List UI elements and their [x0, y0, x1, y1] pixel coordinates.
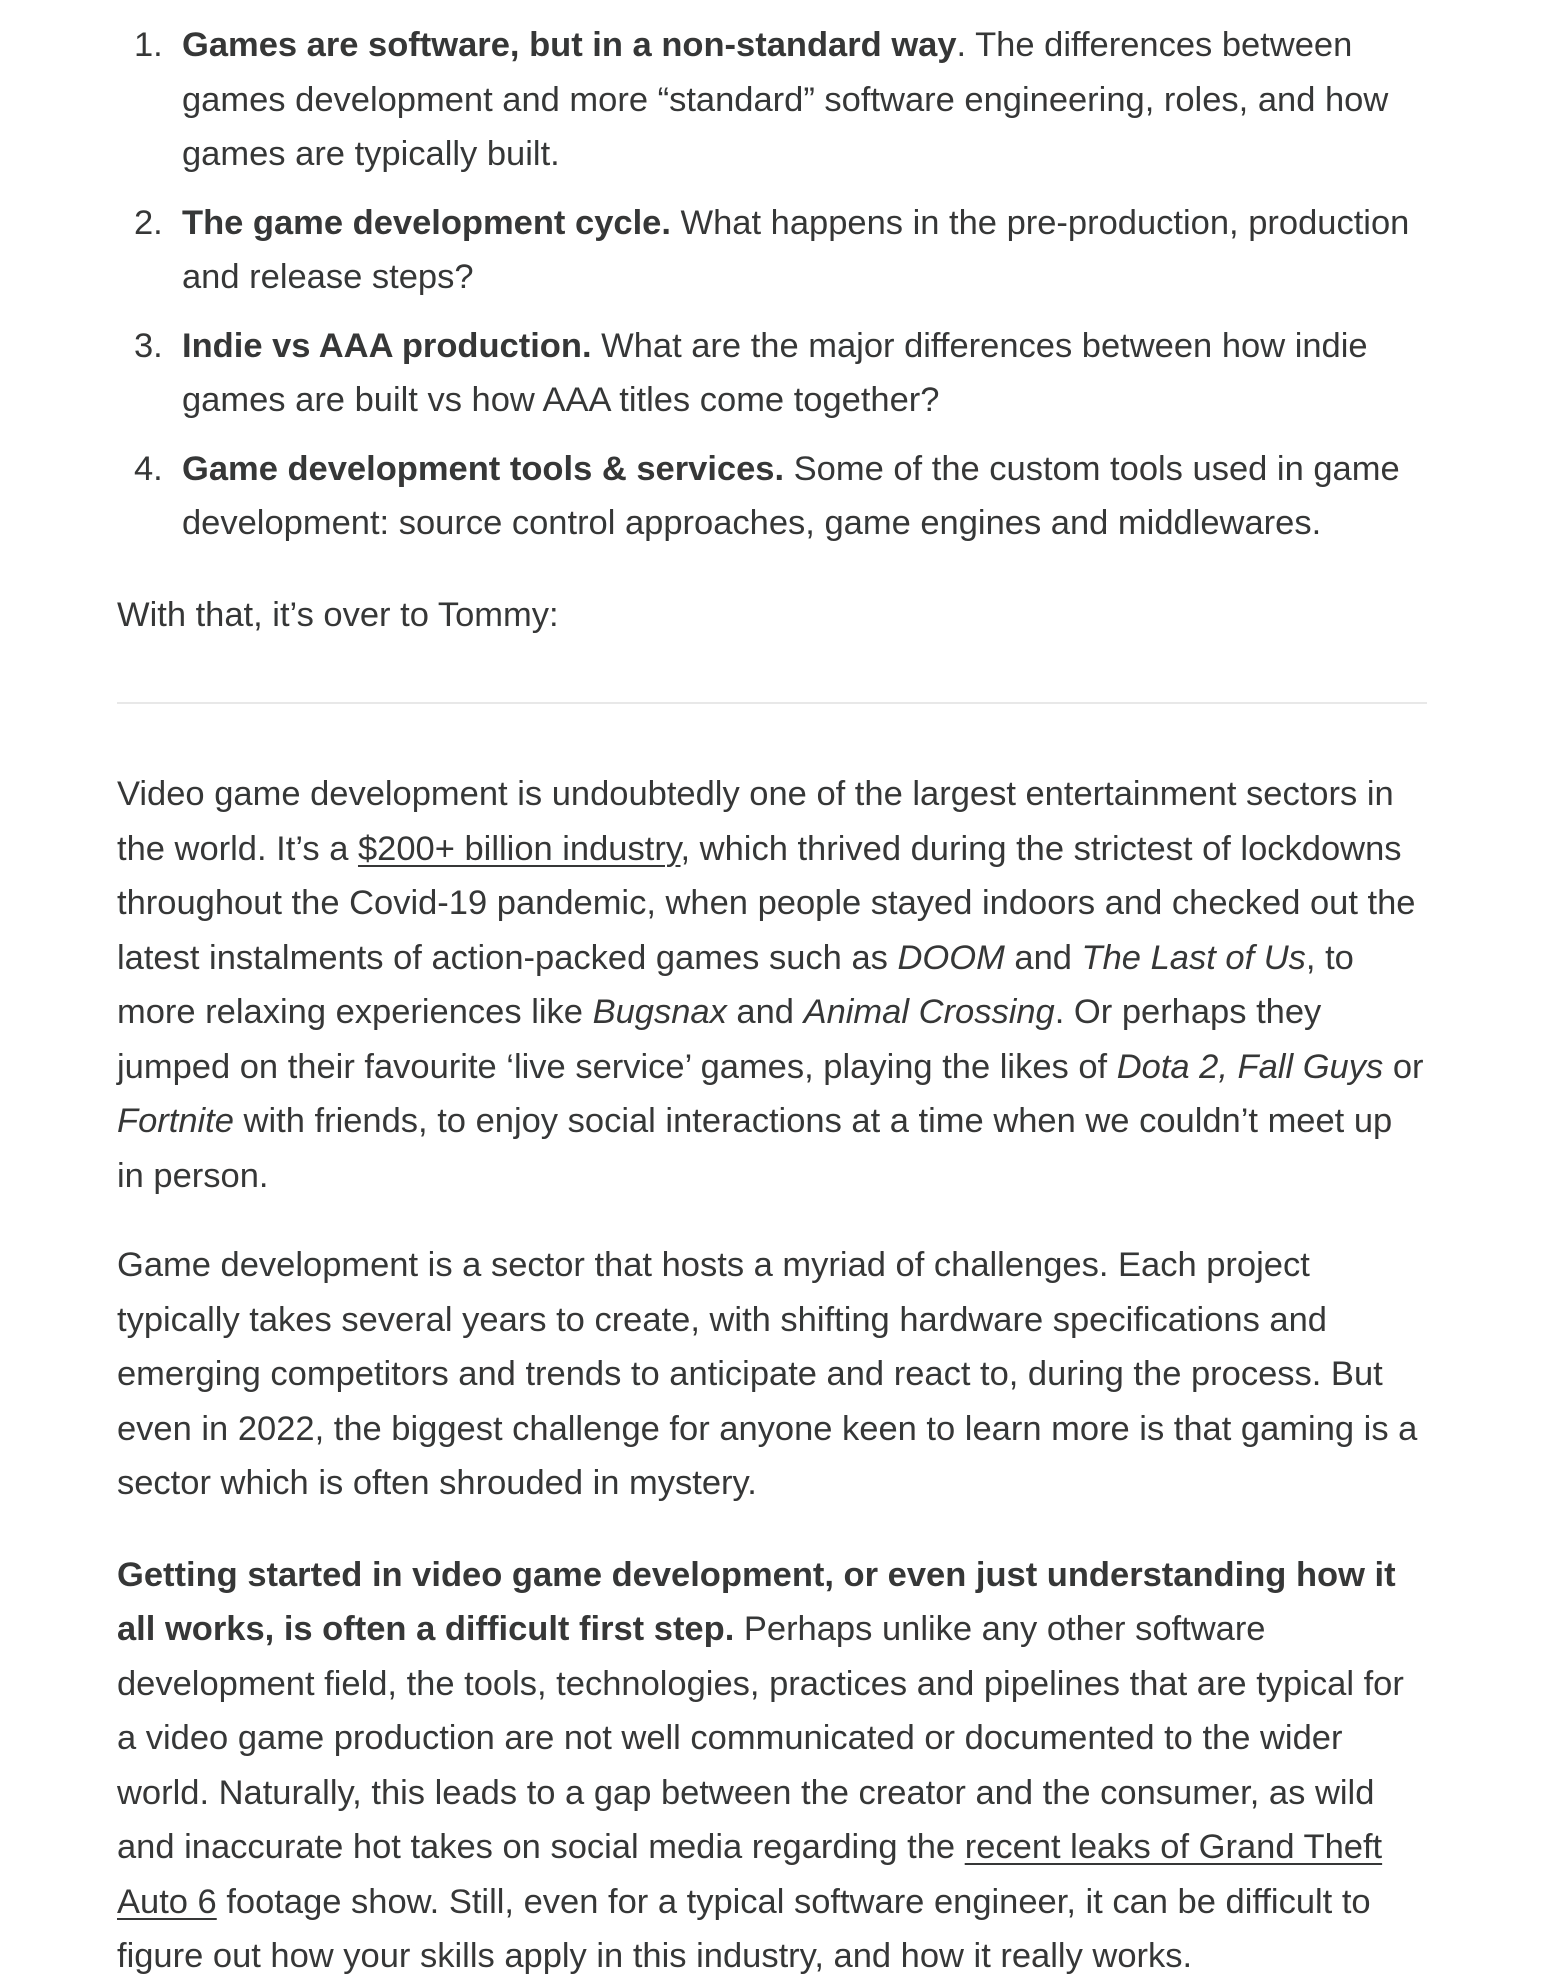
paragraph-text: . Or perhaps they jumped on their favourite ‘live service’ games, playing the likes of [117, 993, 1322, 1086]
list-item-text: What are the major differences between how indie games are built vs how AAA titles come together? [182, 326, 1368, 419]
list-number: 2. [134, 203, 163, 242]
list-item [134, 196, 1427, 305]
list-item-text: What happens in the pre-production, production and release steps? [182, 203, 1410, 296]
list-item-text: Some of the custom tools used in game development: source control approaches, game engines and middlewares. [182, 449, 1400, 542]
getting-started-paragraph [117, 1548, 1427, 1984]
paragraph-text: footage show. Still, even for a typical software engineer, it can be difficult to figure out how your skills apply in this industry, and how it really works. [117, 1882, 1371, 1975]
game-title-dota-fall-guys: Dota 2, Fall Guys [1116, 1047, 1384, 1086]
paragraph-bold-lead: Getting started in video game development, or even just understanding how it all works, is often a difficult first step. [117, 1555, 1396, 1648]
paragraph-text: and [1004, 938, 1082, 977]
section-divider [117, 702, 1427, 704]
intro-paragraph [117, 767, 1427, 1203]
list-number: 4. [134, 449, 163, 488]
summary-list [117, 18, 1427, 551]
paragraph-text: , to more relaxing experiences like [117, 938, 1354, 1031]
paragraph-text: , which thrived during the strictest of lockdowns throughout the Covid-19 pandemic, when people stayed indoors and checked out the latest instalments of action-packed games such as [117, 829, 1416, 977]
list-item [134, 319, 1427, 428]
list-item-text: . The differences between games development and more “standard” software engineering, roles, and how games are typically built. [182, 26, 1389, 173]
list-number: 1. [134, 26, 163, 64]
paragraph-text: with friends, to enjoy social interactions at a time when we couldn’t meet up in person. [117, 1102, 1393, 1195]
list-number: 3. [134, 326, 163, 365]
game-title-last-of-us: The Last of Us [1081, 938, 1306, 977]
gta6-leaks-link[interactable]: recent leaks of Grand Theft Auto 6 [117, 1828, 1383, 1921]
challenges-paragraph: Game development is a sector that hosts a myriad of challenges. Each project typically takes several years to create, with shifting hardware specifications and emerging competitors and trends to anticipate and react to, during the process. But even in 2022, the biggest challenge for anyone keen to learn more is that gaming is a sector which is often shrouded in mystery. [117, 1246, 1418, 1502]
game-title-doom: DOOM [897, 938, 1005, 977]
game-title-bugsnax: Bugsnax [592, 993, 727, 1031]
list-item-title: The game development cycle. [182, 203, 671, 242]
list-item-title: Game development tools & services. [182, 449, 785, 488]
handoff-paragraph: With that, it’s over to Tommy: [117, 595, 559, 634]
article-body [117, 18, 1427, 1984]
game-title-fortnite: Fortnite [117, 1102, 234, 1140]
list-item-title: Games are software, but in a non-standard way [182, 26, 957, 64]
industry-size-link[interactable]: $200+ billion industry [357, 829, 681, 868]
paragraph-text: Video game development is undoubtedly one of the largest entertainment sectors in the world. It’s a [117, 775, 1394, 868]
paragraph-text: or [1383, 1047, 1424, 1086]
list-item [134, 18, 1427, 182]
game-title-animal-crossing: Animal Crossing [803, 993, 1055, 1031]
paragraph-text: and [726, 993, 804, 1031]
paragraph-text: Perhaps unlike any other software development field, the tools, technologies, practices and pipelines that are typical for a video game production are not well communicated or documented to the wider world. Naturally, this leads to a gap between the creator and the consumer, as wild and inaccurate hot takes on social media regarding the [117, 1610, 1404, 1866]
list-item-title: Indie vs AAA production. [182, 326, 592, 365]
list-item [134, 442, 1427, 551]
